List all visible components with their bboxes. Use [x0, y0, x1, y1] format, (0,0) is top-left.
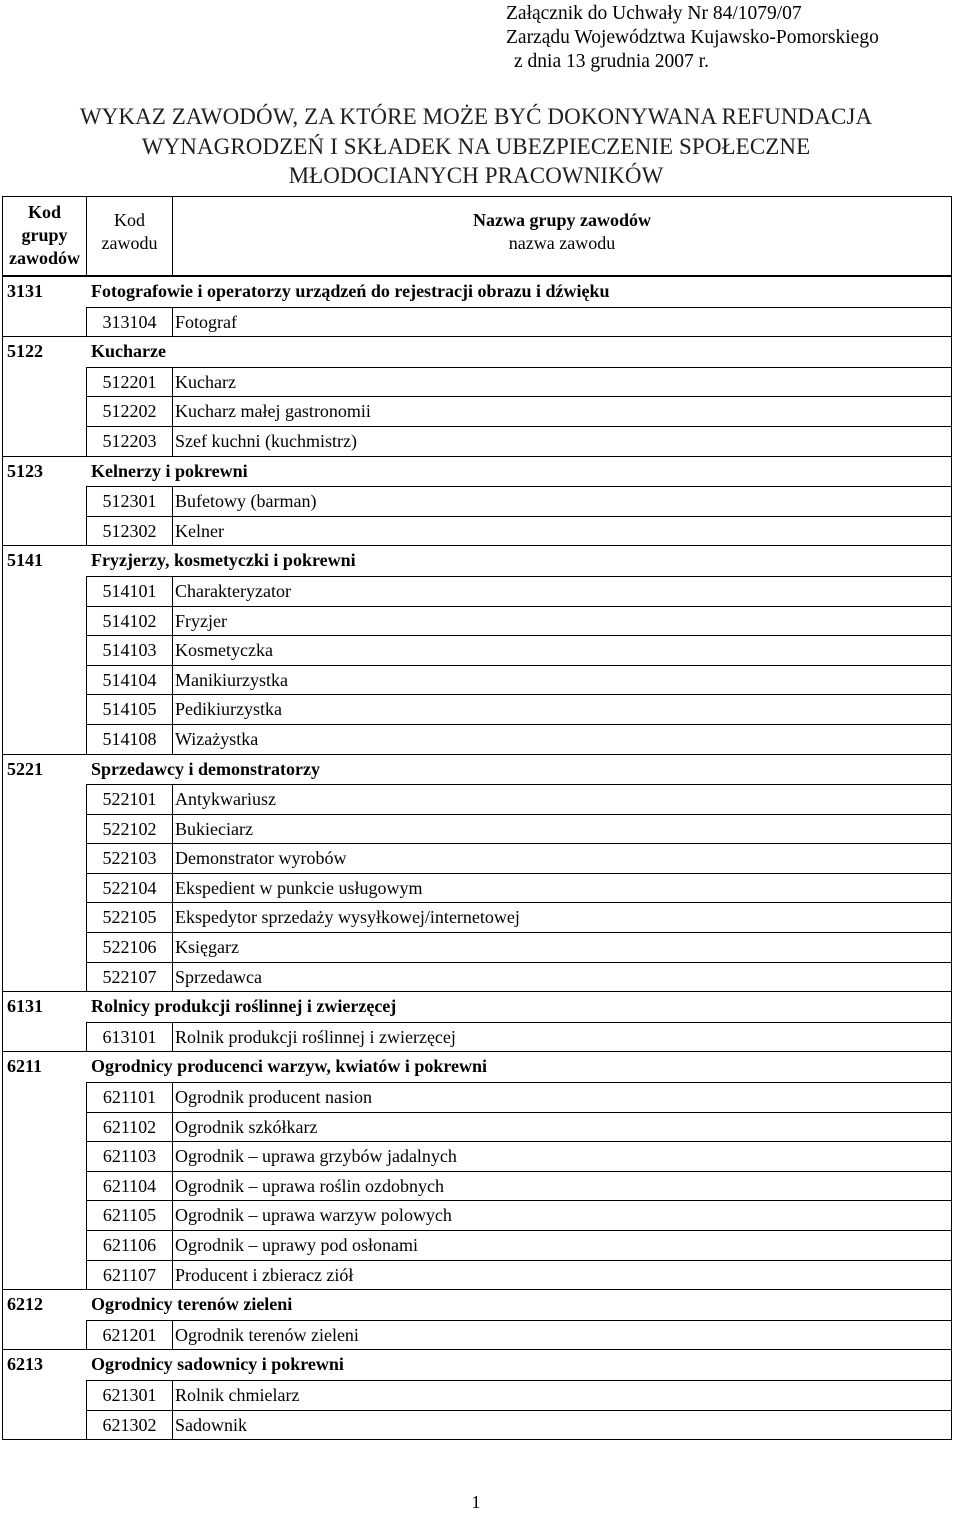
group-name: Fryzjerzy, kosmetyczki i pokrewni — [91, 550, 356, 571]
occupation-row — [3, 843, 951, 873]
page-number: 1 — [471, 1492, 481, 1512]
group-name: Kucharze — [91, 341, 166, 362]
occupation-code: 514102 — [87, 606, 173, 636]
group-code: 5123 — [7, 460, 43, 481]
empty-group-cell — [3, 606, 87, 636]
occupation-row — [3, 635, 951, 665]
occupation-code: 512302 — [87, 516, 173, 546]
occupation-code: 522106 — [87, 932, 173, 962]
empty-group-cell — [3, 1022, 87, 1052]
occupation-code: 621101 — [87, 1082, 173, 1112]
group-row — [3, 991, 951, 1022]
occupation-code: 512201 — [87, 367, 173, 397]
empty-group-cell — [3, 367, 87, 397]
occupation-row — [3, 873, 951, 903]
occupation-name: Ogrodnik – uprawa grzybów jadalnych — [173, 1141, 951, 1171]
occupation-name: Ekspedytor sprzedaży wysyłkowej/internetowej — [173, 902, 951, 932]
occupation-row — [3, 516, 951, 546]
empty-group-cell — [3, 843, 87, 873]
empty-group-cell — [3, 1141, 87, 1171]
occupation-row — [3, 784, 951, 814]
group-empty-cell — [173, 1052, 951, 1082]
occupation-row — [3, 694, 951, 724]
occupation-name: Kosmetyczka — [173, 635, 951, 665]
occupation-row — [3, 606, 951, 636]
occupation-name: Ogrodnik producent nasion — [173, 1082, 951, 1112]
empty-group-cell — [3, 1200, 87, 1230]
occupation-row — [3, 902, 951, 932]
occupation-name: Sprzedawca — [173, 962, 951, 992]
group-name: Kelnerzy i pokrewni — [91, 460, 248, 481]
occupation-code: 621102 — [87, 1112, 173, 1142]
group-empty-cell — [173, 546, 951, 576]
empty-group-cell — [3, 486, 87, 516]
occupation-code: 522101 — [87, 784, 173, 814]
occupation-name: Ogrodnik szkółkarz — [173, 1112, 951, 1142]
occupation-name: Ogrodnik – uprawy pod osłonami — [173, 1230, 951, 1260]
occupation-row — [3, 486, 951, 516]
occupation-code: 512203 — [87, 426, 173, 456]
group-name: Rolnicy produkcji roślinnej i zwierzęcej — [91, 996, 397, 1017]
group-empty-cell — [173, 992, 951, 1022]
header-group-name: Nazwa grupy zawodów — [473, 210, 651, 230]
occupation-row — [3, 1260, 951, 1290]
group-code: 5122 — [7, 341, 43, 362]
occupation-name: Rolnik produkcji roślinnej i zwierzęcej — [173, 1022, 951, 1052]
group-code: 5221 — [7, 758, 43, 779]
occupation-row — [3, 1141, 951, 1171]
occupation-row — [3, 1022, 951, 1052]
occupation-row — [3, 962, 951, 992]
occupation-code: 313104 — [87, 307, 173, 337]
empty-group-cell — [3, 814, 87, 844]
header-group-code-line1: Kod — [27, 202, 61, 222]
occupations-table — [2, 196, 952, 1440]
occupation-code: 522102 — [87, 814, 173, 844]
empty-group-cell — [3, 426, 87, 456]
empty-group-cell — [3, 1380, 87, 1410]
occupation-code: 514104 — [87, 665, 173, 695]
occupation-name: Ogrodnik terenów zieleni — [173, 1320, 951, 1350]
group-row — [3, 456, 951, 487]
empty-group-cell — [3, 784, 87, 814]
title-line-2: WYNAGRODZEŃ I SKŁADEK NA UBEZPIECZENIE SPOŁECZNE — [141, 133, 811, 159]
empty-group-cell — [3, 1410, 87, 1440]
occupation-name: Producent i zbieracz ziół — [173, 1260, 951, 1290]
occupation-row — [3, 576, 951, 606]
occupation-row — [3, 1230, 951, 1260]
group-row — [3, 336, 951, 367]
occupation-name: Fryzjer — [173, 606, 951, 636]
table-header — [3, 197, 951, 276]
group-name: Ogrodnicy terenów zieleni — [91, 1294, 293, 1315]
header-line-3: z dnia 13 grudnia 2007 r. — [514, 51, 709, 72]
header-occupation-code-line1: Kod — [114, 210, 145, 230]
group-code: 6212 — [7, 1294, 43, 1315]
header-line-1: Załącznik do Uchwały Nr 84/1079/07 — [506, 3, 802, 24]
occupation-name: Fotograf — [173, 307, 951, 337]
empty-group-cell — [3, 307, 87, 337]
group-code: 3131 — [7, 281, 43, 301]
occupation-name: Kucharz małej gastronomii — [173, 396, 951, 426]
empty-group-cell — [3, 635, 87, 665]
occupation-code: 621107 — [87, 1260, 173, 1290]
occupation-code: 514101 — [87, 576, 173, 606]
group-code: 6211 — [7, 1056, 43, 1077]
occupation-code: 621301 — [87, 1380, 173, 1410]
occupation-code: 512301 — [87, 486, 173, 516]
occupation-row — [3, 1082, 951, 1112]
occupation-name: Bukieciarz — [173, 814, 951, 844]
empty-group-cell — [3, 962, 87, 992]
group-row — [3, 1349, 951, 1380]
empty-group-cell — [3, 873, 87, 903]
group-name: Fotografowie i operatorzy urządzeń do rejestracji obrazu i dźwięku — [91, 281, 610, 301]
occupation-name: Ogrodnik – uprawa warzyw polowych — [173, 1200, 951, 1230]
occupation-row — [3, 1320, 951, 1350]
group-empty-cell — [173, 277, 951, 307]
header-occupation-code — [87, 197, 173, 275]
document-header — [506, 2, 956, 74]
occupation-row — [3, 665, 951, 695]
empty-group-cell — [3, 1320, 87, 1350]
occupation-row — [3, 814, 951, 844]
occupation-code: 522104 — [87, 873, 173, 903]
header-occupation-code-line2: zawodu — [101, 233, 158, 253]
empty-group-cell — [3, 1230, 87, 1260]
occupation-name: Wizażystka — [173, 724, 951, 754]
group-row — [3, 1289, 951, 1320]
title-line-3: MŁODOCIANYCH PRACOWNIKÓW — [288, 163, 664, 188]
group-code: 5141 — [7, 550, 43, 571]
occupation-code: 621105 — [87, 1200, 173, 1230]
occupation-name: Ogrodnik – uprawa roślin ozdobnych — [173, 1171, 951, 1201]
occupation-row — [3, 1200, 951, 1230]
empty-group-cell — [3, 932, 87, 962]
occupation-row — [3, 396, 951, 426]
occupation-code: 522103 — [87, 843, 173, 873]
header-group-code-line2: grupy — [21, 225, 68, 245]
occupation-row — [3, 1380, 951, 1410]
empty-group-cell — [3, 1082, 87, 1112]
empty-group-cell — [3, 724, 87, 754]
header-names — [173, 197, 951, 275]
document-title — [0, 102, 952, 191]
occupation-name: Antykwariusz — [173, 784, 951, 814]
empty-group-cell — [3, 902, 87, 932]
occupation-name: Demonstrator wyrobów — [173, 843, 951, 873]
group-name: Ogrodnicy sadownicy i pokrewni — [91, 1354, 344, 1375]
occupation-name: Szef kuchni (kuchmistrz) — [173, 426, 951, 456]
empty-group-cell — [3, 396, 87, 426]
occupation-code: 514108 — [87, 724, 173, 754]
header-group-code — [3, 197, 87, 275]
group-code: 6131 — [7, 996, 43, 1017]
group-name: Ogrodnicy producenci warzyw, kwiatów i pokrewni — [91, 1056, 488, 1077]
group-name: Sprzedawcy i demonstratorzy — [91, 758, 320, 779]
header-occupation-name: nazwa zawodu — [508, 233, 616, 253]
occupation-code: 514105 — [87, 694, 173, 724]
occupation-name: Rolnik chmielarz — [173, 1380, 951, 1410]
occupation-name: Księgarz — [173, 932, 951, 962]
empty-group-cell — [3, 516, 87, 546]
occupation-row — [3, 307, 951, 337]
occupation-row — [3, 1410, 951, 1440]
occupation-name: Bufetowy (barman) — [173, 486, 951, 516]
group-empty-cell — [173, 457, 951, 487]
group-row — [3, 1051, 951, 1082]
empty-group-cell — [3, 1260, 87, 1290]
occupation-code: 621103 — [87, 1141, 173, 1171]
occupation-code: 621201 — [87, 1320, 173, 1350]
occupation-row — [3, 724, 951, 754]
empty-group-cell — [3, 694, 87, 724]
group-row — [3, 754, 951, 785]
group-row — [3, 276, 951, 307]
occupation-name: Sadownik — [173, 1410, 951, 1440]
occupation-code: 522105 — [87, 902, 173, 932]
group-empty-cell — [173, 755, 951, 785]
occupation-row — [3, 932, 951, 962]
occupation-code: 613101 — [87, 1022, 173, 1052]
occupation-name: Kucharz — [173, 367, 951, 397]
occupation-code: 512202 — [87, 396, 173, 426]
title-line-1: WYKAZ ZAWODÓW, ZA KTÓRE MOŻE BYĆ DOKONYWANA REFUNDACJA — [79, 104, 873, 129]
occupation-name: Kelner — [173, 516, 951, 546]
header-line-2: Zarządu Województwa Kujawsko-Pomorskiego — [506, 27, 879, 48]
group-code: 6213 — [7, 1354, 43, 1375]
empty-group-cell — [3, 665, 87, 695]
occupation-row — [3, 367, 951, 397]
empty-group-cell — [3, 1171, 87, 1201]
header-group-code-line3: zawodów — [9, 248, 80, 268]
table-body — [3, 276, 951, 1439]
group-row — [3, 545, 951, 576]
occupation-name: Charakteryzator — [173, 576, 951, 606]
group-empty-cell — [173, 337, 951, 367]
occupation-code: 522107 — [87, 962, 173, 992]
occupation-name: Manikiurzystka — [173, 665, 951, 695]
occupation-code: 514103 — [87, 635, 173, 665]
occupation-name: Pedikiurzystka — [173, 694, 951, 724]
occupation-row — [3, 426, 951, 456]
occupation-name: Ekspedient w punkcie usługowym — [173, 873, 951, 903]
occupation-code: 621106 — [87, 1230, 173, 1260]
occupation-code: 621104 — [87, 1171, 173, 1201]
empty-group-cell — [3, 1112, 87, 1142]
empty-group-cell — [3, 576, 87, 606]
group-empty-cell — [173, 1350, 951, 1380]
group-empty-cell — [173, 1290, 951, 1320]
occupation-code: 621302 — [87, 1410, 173, 1440]
occupation-row — [3, 1112, 951, 1142]
occupation-row — [3, 1171, 951, 1201]
